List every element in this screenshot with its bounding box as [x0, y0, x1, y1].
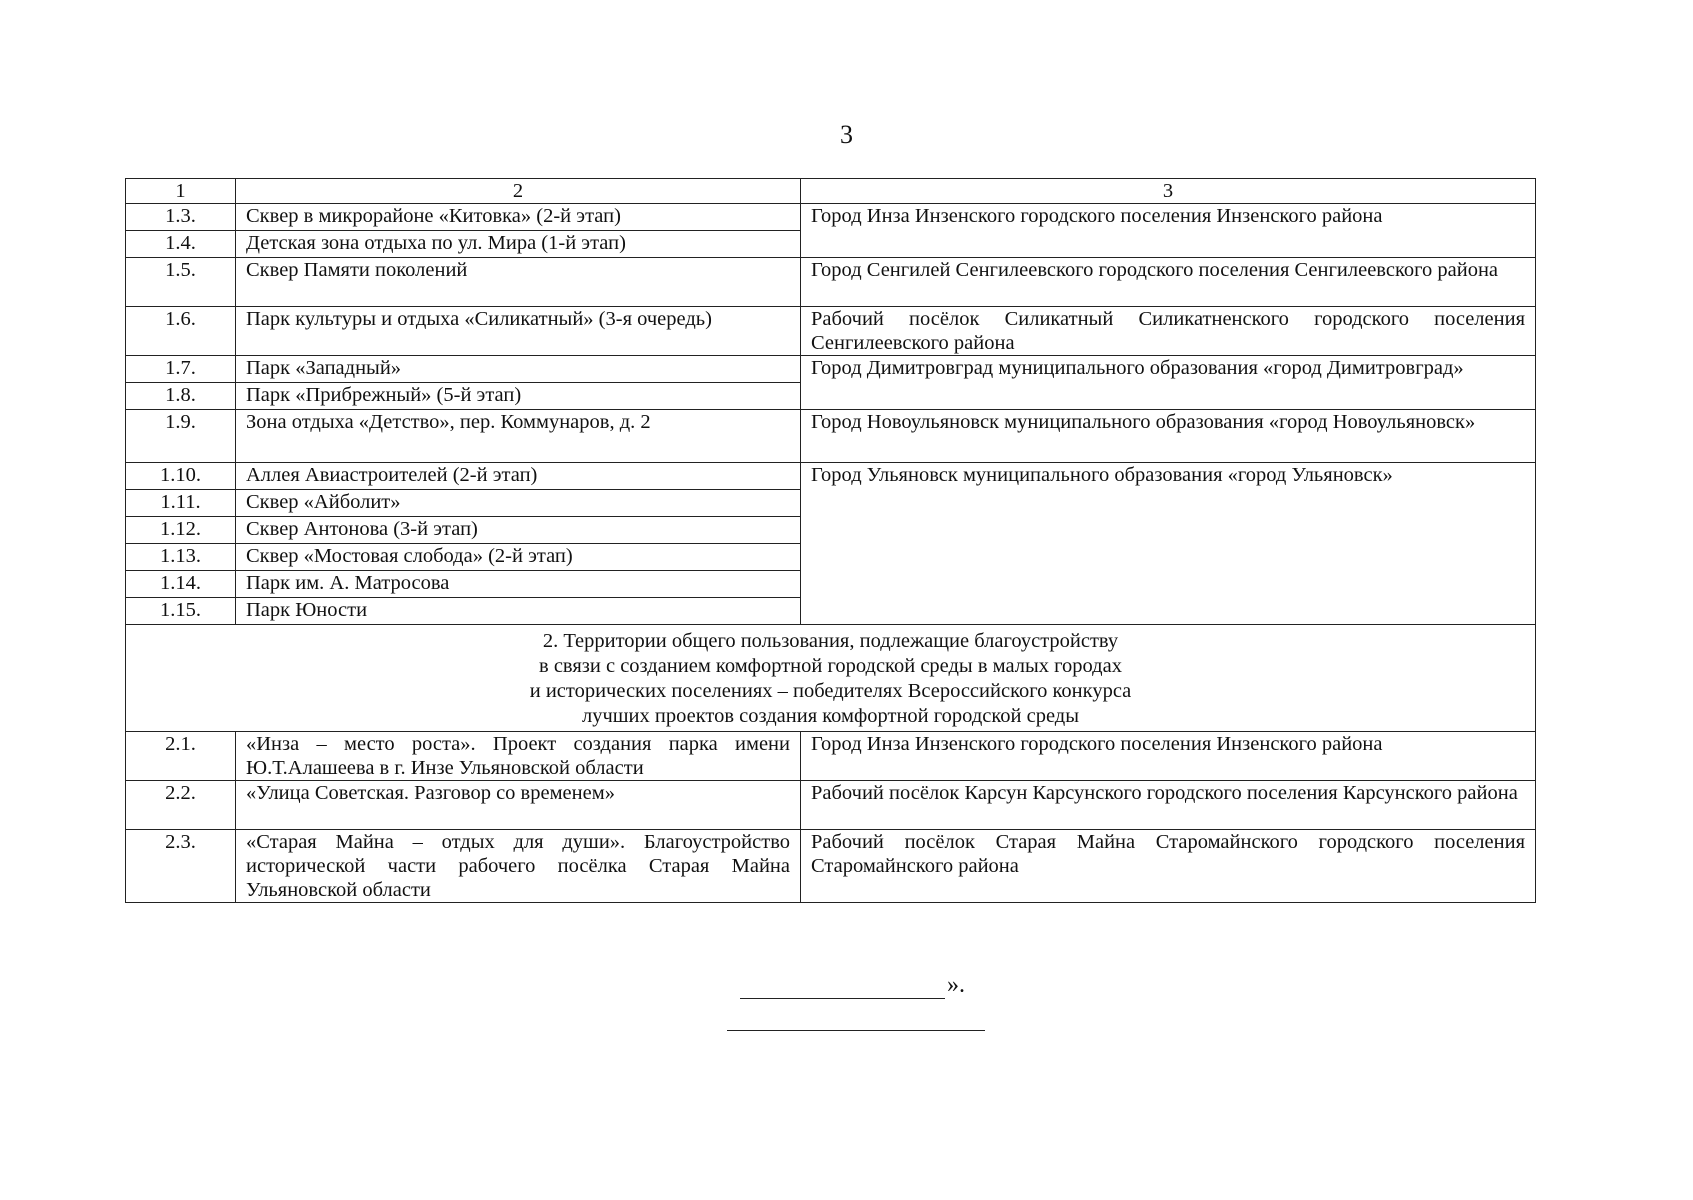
- closing-underline: [740, 976, 945, 999]
- territory-name: Зона отдыха «Детство», пер. Коммунаров, д. 2: [236, 410, 801, 463]
- table-row: [126, 830, 1536, 903]
- settlement-name: Город Сенгилей Сенгилеевского городского поселения Сенгилеевского района: [801, 258, 1536, 307]
- row-number: 1.12.: [126, 517, 236, 544]
- settlement-name: Рабочий посёлок Старая Майна Старомайнского городского поселения Старомайнского района: [801, 830, 1536, 903]
- section-title-line: лучших проектов создания комфортной городской среды: [581, 705, 1080, 727]
- table-row: [126, 781, 1536, 830]
- table-row: [126, 463, 1536, 490]
- territory-name: Сквер Антонова (3-й этап): [236, 517, 801, 544]
- settlement-name: Город Инза Инзенского городского поселения Инзенского района: [801, 732, 1536, 781]
- settlement-name: Город Новоульяновск муниципального образования «город Новоульяновск»: [801, 410, 1536, 463]
- header-col-2: 2: [236, 179, 801, 204]
- table-header-row: [126, 179, 1536, 204]
- table-row: [126, 258, 1536, 307]
- territory-name: Парк культуры и отдыха «Силикатный» (3-я очередь): [236, 307, 801, 356]
- row-number: 2.2.: [126, 781, 236, 830]
- row-number: 1.7.: [126, 356, 236, 383]
- settlement-name: Город Димитровград муниципального образования «город Димитровград»: [801, 356, 1536, 410]
- territory-name: «Улица Советская. Разговор со временем»: [236, 781, 801, 830]
- row-number: 2.3.: [126, 830, 236, 903]
- closing-quote: [740, 972, 965, 1002]
- section-title-line: в связи с созданием комфортной городской среды в малых городах: [539, 655, 1122, 677]
- territory-name: Парк им. А. Матросова: [236, 571, 801, 598]
- header-col-1: 1: [126, 179, 236, 204]
- settlement-name: Рабочий посёлок Карсун Карсунского городского поселения Карсунского района: [801, 781, 1536, 830]
- territory-name: Сквер «Айболит»: [236, 490, 801, 517]
- settlement-name: Город Инза Инзенского городского поселения Инзенского района: [801, 204, 1536, 258]
- section-2-title: [126, 625, 1536, 732]
- row-number: 2.1.: [126, 732, 236, 781]
- table-row: [126, 356, 1536, 383]
- table-row: [126, 204, 1536, 231]
- table-row: [126, 307, 1536, 356]
- territory-name: Парк «Западный»: [236, 356, 801, 383]
- territory-name: Сквер «Мостовая слобода» (2-й этап): [236, 544, 801, 571]
- page-number: 3: [840, 120, 853, 149]
- table-row: [126, 732, 1536, 781]
- territories-table: [125, 178, 1536, 903]
- separator-line: [727, 1030, 985, 1031]
- territory-name: Парк Юности: [236, 598, 801, 625]
- territory-name: Аллея Авиастроителей (2-й этап): [236, 463, 801, 490]
- section-title-line: 2. Территории общего пользования, подлежащие благоустройству: [542, 630, 1119, 652]
- row-number: 1.3.: [126, 204, 236, 231]
- row-number: 1.11.: [126, 490, 236, 517]
- territory-name: Сквер в микрорайоне «Китовка» (2-й этап): [236, 204, 801, 231]
- row-number: 1.15.: [126, 598, 236, 625]
- row-number: 1.6.: [126, 307, 236, 356]
- row-number: 1.5.: [126, 258, 236, 307]
- row-number: 1.9.: [126, 410, 236, 463]
- territory-name: Детская зона отдыха по ул. Мира (1-й этап): [236, 231, 801, 258]
- territory-name: «Инза – место роста». Проект создания парка имени Ю.Т.Алашеева в г. Инзе Ульяновской области: [236, 732, 801, 781]
- territory-name: Сквер Памяти поколений: [236, 258, 801, 307]
- territory-name: Парк «Прибрежный» (5-й этап): [236, 383, 801, 410]
- territory-name: «Старая Майна – отдых для души». Благоустройство исторической части рабочего посёлка Старая Майна Ульяновской области: [236, 830, 801, 903]
- table-row: [126, 410, 1536, 463]
- row-number: 1.10.: [126, 463, 236, 490]
- row-number: 1.8.: [126, 383, 236, 410]
- row-number: 1.13.: [126, 544, 236, 571]
- row-number: 1.4.: [126, 231, 236, 258]
- settlement-name: Рабочий посёлок Силикатный Силикатненского городского поселения Сенгилеевского района: [801, 307, 1536, 356]
- closing-mark: ».: [947, 972, 965, 998]
- section-title-line: и исторических поселениях – победителях Всероссийского конкурса: [529, 680, 1132, 702]
- settlement-name: Город Ульяновск муниципального образования «город Ульяновск»: [801, 463, 1536, 625]
- section-title-row: [126, 625, 1536, 732]
- row-number: 1.14.: [126, 571, 236, 598]
- header-col-3: 3: [801, 179, 1536, 204]
